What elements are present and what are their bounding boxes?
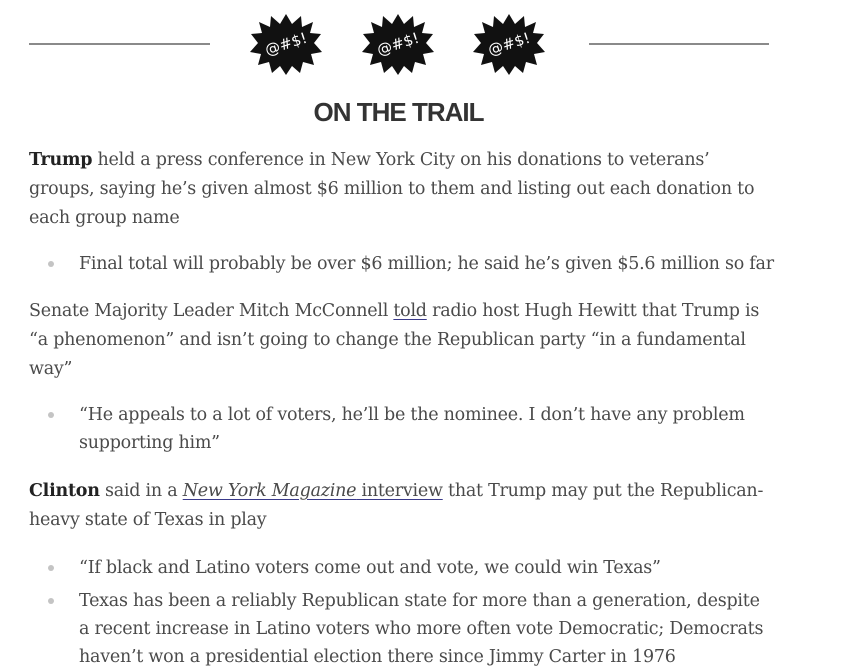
bullet-dot: [48, 598, 54, 604]
list-item: “He appeals to a lot of voters, he’ll be the nominee. I don’t have any problem supporting him”: [29, 401, 774, 457]
divider-left: [29, 43, 210, 45]
article-body: [29, 146, 774, 671]
expletive-burst-icon: [361, 12, 435, 76]
expletive-burst-icon: [249, 12, 323, 76]
bullet-list: [29, 554, 774, 671]
divider-right: [589, 43, 769, 45]
name-clinton: Clinton: [29, 481, 100, 501]
burst-text: @#$!: [374, 28, 422, 60]
expletive-burst-icon: [472, 12, 546, 76]
burst-text: @#$!: [262, 28, 310, 60]
section-title: ON THE TRAIL: [313, 97, 484, 127]
list-item: “If black and Latino voters come out and vote, we could win Texas”: [29, 554, 774, 582]
bullet-list: [29, 401, 774, 457]
told-link[interactable]: told: [393, 301, 427, 321]
bullet-dot: [48, 412, 54, 418]
bullet-dot: [48, 565, 54, 571]
bullet-dot: [48, 261, 54, 267]
name-trump: Trump: [29, 150, 93, 170]
paragraph-clinton: Clinton said in a New York Magazine interview that Trump may put the Republican-heavy state of Texas in play: [29, 481, 764, 530]
bullet-list: [29, 250, 774, 278]
list-item: Final total will probably be over $6 million; he said he’s given $5.6 million so far: [29, 250, 774, 278]
list-item: Texas has been a reliably Republican state for more than a generation, despite a recent increase in Latino voters who more often vote Democratic; Democrats haven’t won a presidential election there since Jimmy Carter in 1976: [29, 587, 774, 671]
paragraph-mcconnell: Senate Majority Leader Mitch McConnell told radio host Hugh Hewitt that Trump is “a phenomenon” and isn’t going to change the Republican party “in a fundamental way”: [29, 301, 760, 379]
paragraph-trump: Trump held a press conference in New York City on his donations to veterans’ groups, saying he’s given almost $6 million to them and listing out each donation to each group name: [29, 150, 755, 228]
burst-text: @#$!: [485, 28, 533, 60]
new-york-magazine-interview-link[interactable]: New York Magazine interview: [182, 481, 443, 501]
